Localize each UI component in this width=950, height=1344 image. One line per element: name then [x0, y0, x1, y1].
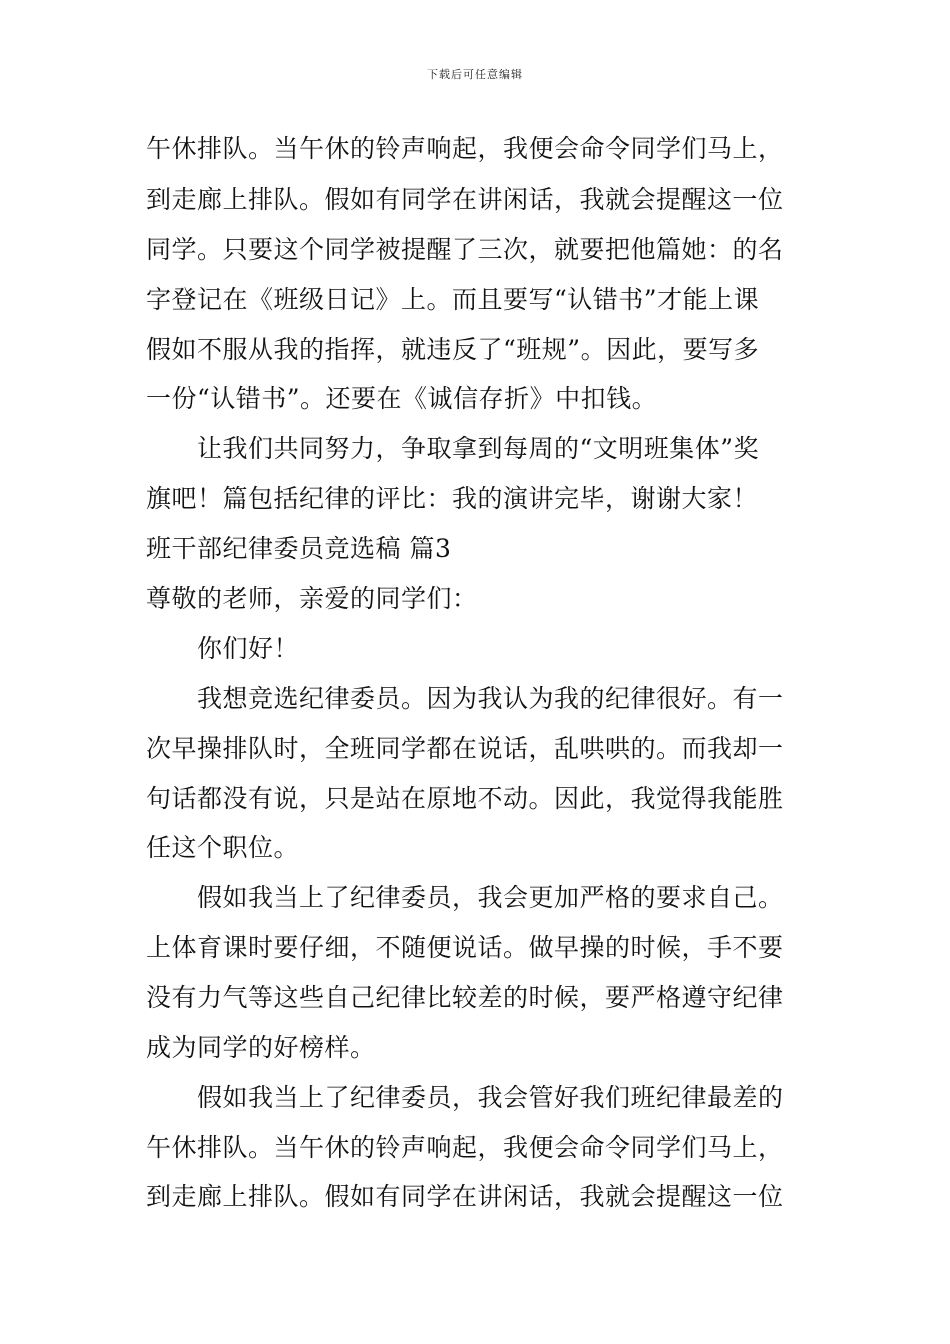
text-line: 上体育课时要仔细，不随便说话。做早操的时候，手不要	[146, 933, 784, 962]
text-line: 没有力气等这些自己纪律比较差的时候，要严格遵守纪律	[146, 983, 784, 1012]
page-header: 下载后可任意编辑	[427, 68, 523, 81]
section-heading: 班干部纪律委员竞选稿 篇3	[146, 534, 452, 563]
text-line: 句话都没有说，只是站在原地不动。因此，我觉得我能胜	[146, 784, 784, 813]
text-line: 一份“认错书”。还要在《诚信存折》中扣钱。	[146, 384, 658, 413]
text-line: 旗吧！篇包括纪律的评比：我的演讲完毕，谢谢大家！	[146, 484, 759, 513]
greeting: 你们好！	[197, 634, 300, 663]
text-line: 假如不服从我的指挥，就违反了“班规”。因此，要写多	[146, 335, 760, 364]
text-line: 到走廊上排队。假如有同学在讲闲话，我就会提醒这一位	[146, 185, 784, 214]
text-line: 次早操排队时，全班同学都在说话，乱哄哄的。而我却一	[146, 734, 784, 763]
text-line: 午休排队。当午休的铃声响起，我便会命令同学们马上，	[146, 1133, 784, 1162]
paragraph-start-line: 假如我当上了纪律委员，我会更加严格的要求自己。	[197, 883, 784, 912]
text-line: 字登记在《班级日记》上。而且要写“认错书”才能上课	[146, 285, 760, 314]
text-line: 任这个职位。	[146, 833, 300, 862]
text-line: 到走廊上排队。假如有同学在讲闲话，我就会提醒这一位	[146, 1182, 784, 1211]
paragraph-start-line: 让我们共同努力，争取拿到每周的“文明班集体”奖	[197, 434, 760, 463]
paragraph-start-line: 我想竞选纪律委员。因为我认为我的纪律很好。有一	[197, 684, 784, 713]
salutation: 尊敬的老师，亲爱的同学们：	[146, 584, 478, 613]
text-line: 午休排队。当午休的铃声响起，我便会命令同学们马上，	[146, 134, 784, 163]
paragraph-start-line: 假如我当上了纪律委员，我会管好我们班纪律最差的	[197, 1083, 784, 1112]
text-line: 成为同学的好榜样。	[146, 1033, 376, 1062]
text-line: 同学。只要这个同学被提醒了三次，就要把他篇她：的名	[146, 235, 784, 264]
